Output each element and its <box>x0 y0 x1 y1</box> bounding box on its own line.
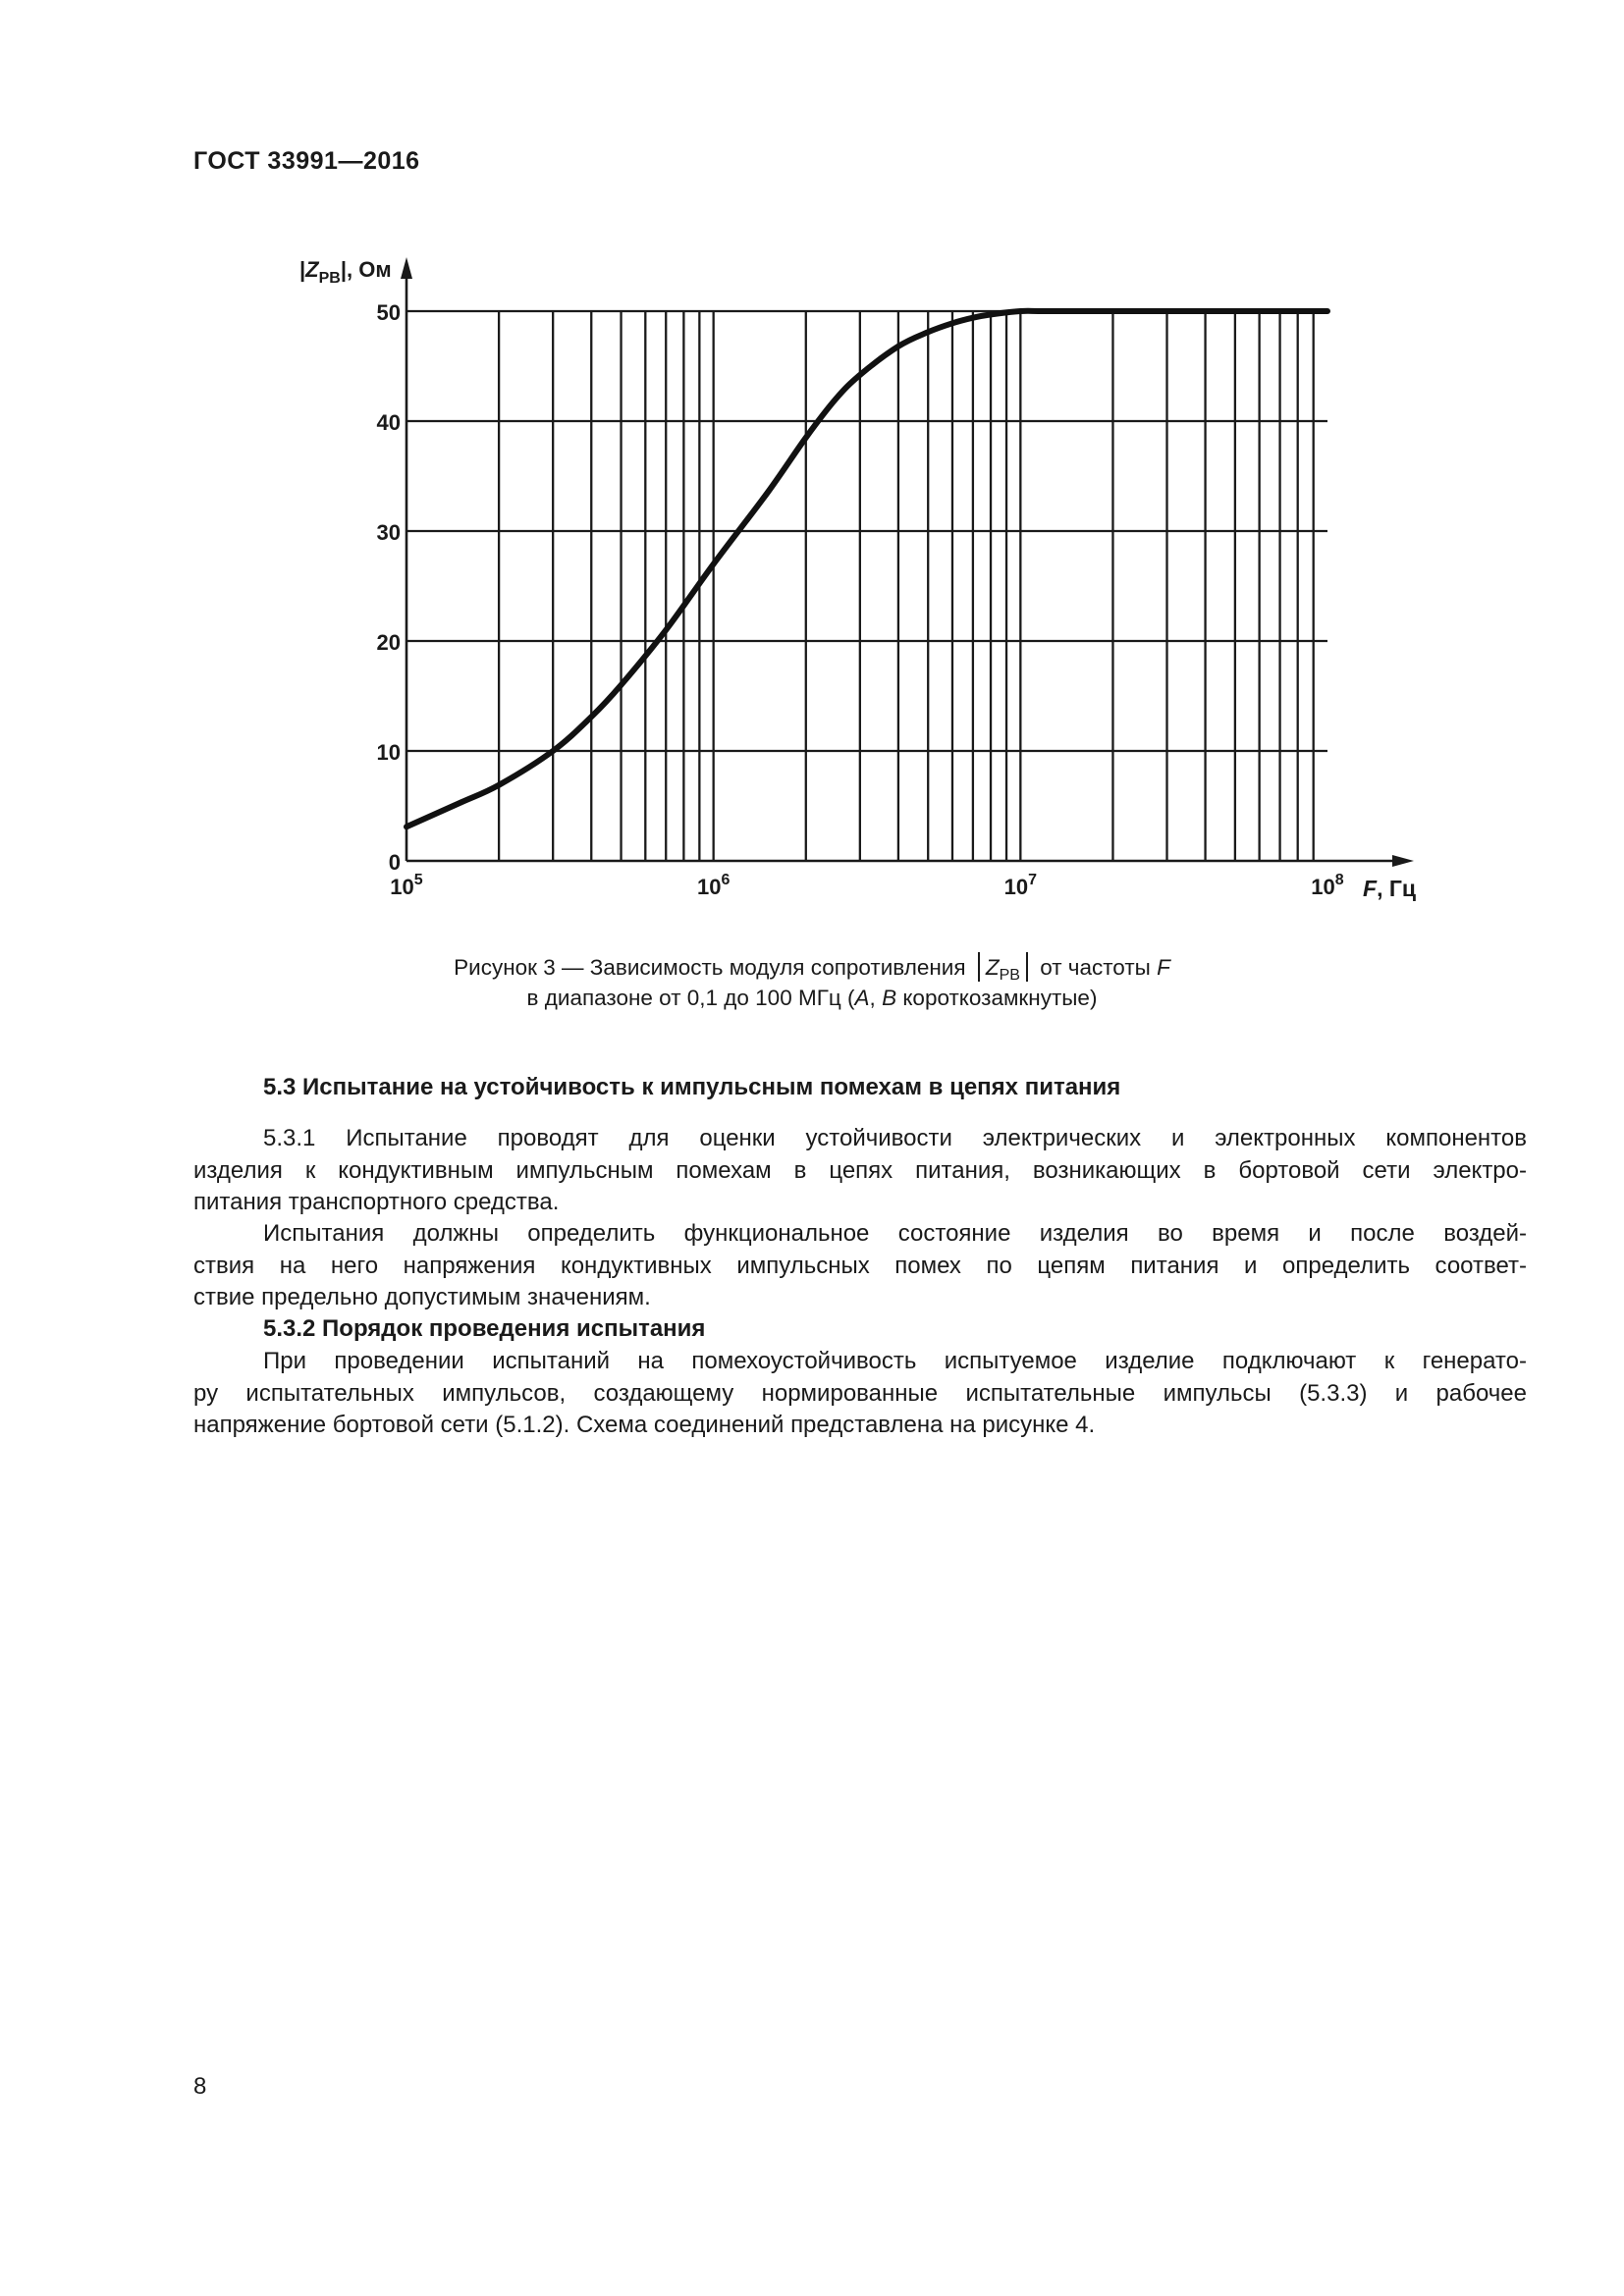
paragraph-5-3-1 <box>193 1123 1527 1219</box>
page-number: 8 <box>193 2073 207 2100</box>
impedance-curve <box>406 311 1327 828</box>
caption-b-letter: B <box>882 986 897 1010</box>
section-5-3-heading: 5.3 Испытание на устойчивость к импульсным помехам в цепях питания <box>263 1074 1121 1100</box>
paragraph-line: ствие предельно допустимым значениям. <box>193 1284 651 1310</box>
y-tick-label: 40 <box>376 410 401 435</box>
chart-labels <box>299 257 1416 901</box>
caption-line2-prefix: в диапазоне от 0,1 до 100 МГц ( <box>526 986 855 1010</box>
paragraph-5-3-tests <box>193 1218 1527 1314</box>
caption-prefix: Рисунок 3 — Зависимость модуля сопротивления <box>454 955 966 980</box>
x-tick-label: $10^8$ <box>1311 872 1344 899</box>
y-axis-arrow <box>401 257 412 279</box>
paragraph-line: ствия на него напряжения кондуктивных импульсных помех по цепям питания и определить соответ- <box>193 1252 1527 1279</box>
x-tick-label: $10^5$ <box>390 872 423 899</box>
y-tick-label: 50 <box>376 300 401 325</box>
impedance-chart <box>0 0 1624 942</box>
paragraph-line: изделия к кондуктивным импульсным помехам в цепях питания, возникающих в бортовой сети электро- <box>193 1156 1527 1184</box>
caption-z-subscript: PB <box>999 967 1020 984</box>
y-tick-label: 10 <box>376 740 401 765</box>
chart-grid <box>406 311 1327 861</box>
y-tick-label: 30 <box>376 520 401 545</box>
y-tick-label: 20 <box>376 630 401 655</box>
paragraph-line: Испытания должны определить функциональное состояние изделия во время и после воздей- <box>263 1220 1527 1247</box>
caption-comma: , <box>869 986 883 1010</box>
x-tick-label: $10^6$ <box>696 872 731 899</box>
caption-z-symbol: Z <box>985 955 1000 980</box>
document-header: ГОСТ 33991—2016 <box>193 147 420 175</box>
caption-line2-suffix: короткозамкнутые) <box>896 986 1098 1010</box>
abs-bar-right <box>1026 952 1028 982</box>
section-5-3-2-heading: 5.3.2 Порядок проведения испытания <box>263 1315 706 1342</box>
x-tick-label: $10^7$ <box>1003 872 1038 899</box>
paragraph-5-3-2 <box>193 1346 1527 1442</box>
figure-caption-line2 <box>0 983 1624 1013</box>
x-axis-label: F, Гц <box>1363 876 1417 901</box>
paragraph-line: 5.3.1 Испытание проводят для оценки устойчивости электрических и электронных компонентов <box>263 1125 1527 1151</box>
x-axis-arrow <box>1392 855 1414 867</box>
paragraph-line: напряжение бортовой сети (5.1.2). Схема соединений представлена на рисунке 4. <box>193 1412 1096 1438</box>
caption-f-symbol: F <box>1157 955 1170 980</box>
caption-a-letter: A <box>854 986 870 1010</box>
caption-suffix: от частоты <box>1040 955 1151 980</box>
chart-curve-layer <box>406 311 1327 828</box>
paragraph-line: ру испытательных импульсов, создающему нормированные испытательные импульсы (5.3.3) и рабочее <box>193 1379 1527 1407</box>
y-axis-label: $|Z_{PB}|$, Ом <box>299 257 392 287</box>
abs-bar-left <box>978 952 980 982</box>
paragraph-line: питания транспортного средства. <box>193 1189 560 1215</box>
y-tick-label: 0 <box>388 850 401 875</box>
paragraph-line: При проведении испытаний на помехоустойчивость испытуемое изделие подключают к генерато- <box>263 1348 1527 1374</box>
